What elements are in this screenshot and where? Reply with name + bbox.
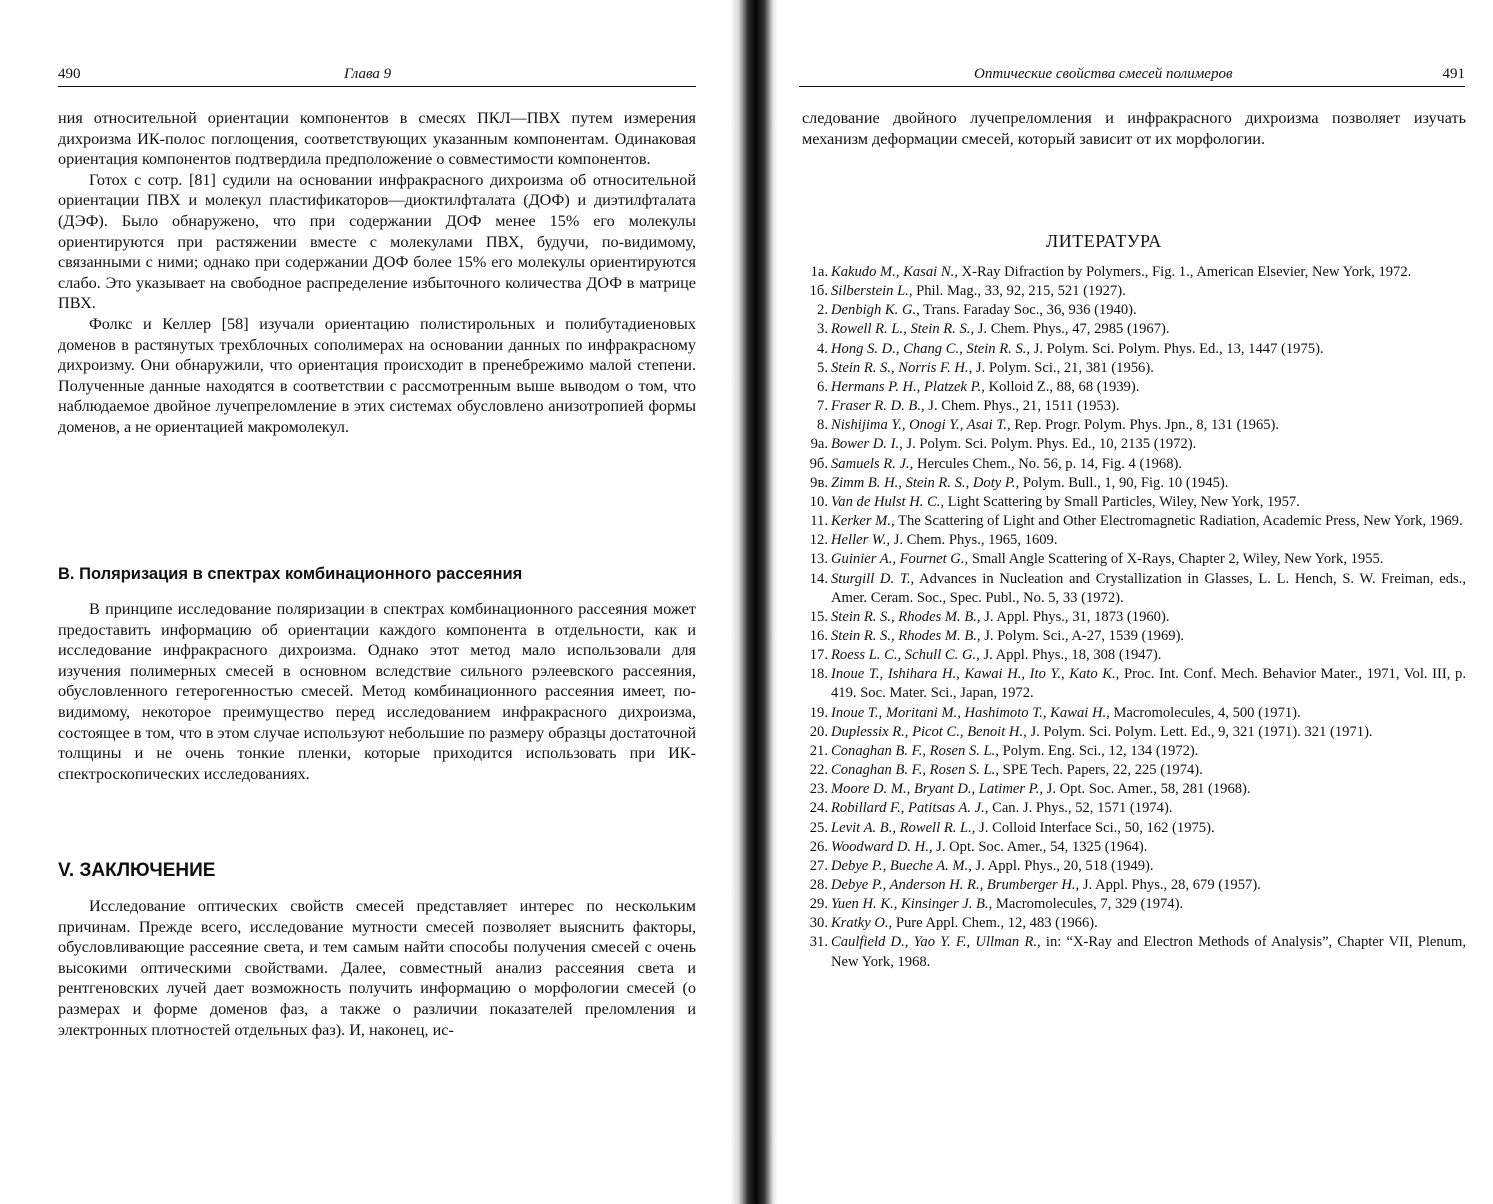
reference-number: 9б. xyxy=(809,455,828,472)
reference-source: J. Polym. Sci., A-27, 1539 (1969). xyxy=(984,627,1185,644)
reference-item xyxy=(788,704,1466,723)
reference-text xyxy=(830,282,1466,301)
reference-source: Polym. Eng. Sci., 12, 134 (1972). xyxy=(1002,742,1199,759)
reference-source: Proc. Int. Conf. Mech. Behavior Mater., 1971, Vol. III, p. 419. Soc. Mater. Sci., Japan, 1972. xyxy=(831,666,1467,702)
reference-item xyxy=(788,550,1466,569)
reference-source: J. Appl. Phys., 31, 1873 (1960). xyxy=(984,608,1170,625)
reference-text xyxy=(830,397,1466,416)
reference-text xyxy=(830,455,1466,474)
reference-source: J. Appl. Phys., 28, 679 (1957). xyxy=(1082,877,1261,893)
reference-text xyxy=(830,474,1466,493)
reference-authors: Rowell R. L., Stein R. S., xyxy=(831,321,975,338)
reference-source: J. Opt. Soc. Amer., 54, 1325 (1964). xyxy=(936,838,1148,855)
reference-text xyxy=(830,742,1466,761)
right-paragraph-1: следование двойного лучепреломления и инфракрасного дихроизма позволяет изучать механизм деформации смесей, который зависит от их морфологии. xyxy=(802,109,1466,148)
reference-item xyxy=(788,320,1466,339)
reference-number: 18. xyxy=(809,666,828,683)
reference-item xyxy=(788,876,1466,895)
reference-list xyxy=(788,263,1466,972)
reference-authors: Yuen H. K., Kinsinger J. B., xyxy=(831,896,993,913)
reference-source: J. Colloid Interface Sci., 50, 162 (1975). xyxy=(979,819,1215,836)
reference-item xyxy=(788,435,1466,454)
reference-authors: Samuels R. J., xyxy=(831,455,914,472)
reference-text xyxy=(830,876,1466,895)
reference-number: 19. xyxy=(809,704,828,721)
reference-authors: Stein R. S., Rhodes M. B., xyxy=(831,608,981,625)
reference-number: 21. xyxy=(809,742,828,759)
reference-text xyxy=(830,761,1466,780)
reference-item xyxy=(788,646,1466,665)
reference-authors: Bower D. I., xyxy=(831,436,903,453)
reference-source: J. Polym. Sci. Polym. Phys. Ed., 10, 2135 (1972). xyxy=(906,436,1197,453)
reference-number: 6. xyxy=(817,378,828,395)
reference-text xyxy=(830,723,1466,742)
reference-text xyxy=(830,512,1466,531)
reference-source: J. Appl. Phys., 18, 308 (1947). xyxy=(983,647,1162,664)
reference-text xyxy=(830,340,1466,359)
reference-authors: Kratky O., xyxy=(831,915,893,932)
reference-item xyxy=(788,512,1466,531)
section-b-heading: В. Поляризация в спектрах комбинационного рассеяния xyxy=(58,565,523,583)
reference-text xyxy=(830,570,1466,608)
reference-source: Pure Appl. Chem., 12, 483 (1966). xyxy=(895,915,1098,932)
reference-source: Light Scattering by Small Particles, Wiley, New York, 1957. xyxy=(947,493,1300,510)
reference-source: Rep. Progr. Polym. Phys. Jpn., 8, 131 (1965). xyxy=(1014,417,1280,434)
reference-authors: Levit A. B., Rowell R. L., xyxy=(831,819,976,836)
reference-authors: Roess L. C., Schull C. G., xyxy=(831,647,980,664)
reference-authors: Kerker M., xyxy=(831,513,895,530)
reference-text xyxy=(830,780,1466,799)
reference-number: 11. xyxy=(810,513,828,530)
reference-number: 5. xyxy=(817,359,828,376)
reference-item xyxy=(788,531,1466,550)
left-paragraph-1: ния относительной ориентации компонентов в смесях ПКЛ—ПВХ путем измерения дихроизма ИК-полос поглощения, соответствующих указанным компонентам. Одинаковая ориентация компонентов подтвердила предположение о совместимости компонентов. xyxy=(58,109,696,169)
reference-authors: Debye P., Anderson H. R., Brumberger H., xyxy=(831,877,1080,893)
reference-text xyxy=(830,646,1466,665)
reference-authors: Caulfield D., Yao Y. F., Ullman R., xyxy=(831,934,1041,951)
reference-item xyxy=(788,742,1466,761)
reference-text xyxy=(830,359,1466,378)
reference-number: 22. xyxy=(809,762,828,779)
right-page-number: 491 xyxy=(1442,66,1465,82)
reference-item xyxy=(788,895,1466,914)
reference-authors: Hermans P. H., Platzek P., xyxy=(831,378,985,395)
reference-source: Polym. Bull., 1, 90, Fig. 10 (1945). xyxy=(1022,474,1229,491)
reference-text xyxy=(830,416,1466,435)
reference-item xyxy=(788,780,1466,799)
reference-text xyxy=(830,665,1466,703)
reference-item xyxy=(788,761,1466,780)
reference-text xyxy=(830,933,1466,971)
reference-source: J. Polym. Sci. Polym. Phys. Ed., 13, 1447 (1975). xyxy=(1033,340,1324,357)
reference-text xyxy=(830,819,1466,838)
reference-number: 10. xyxy=(809,493,828,510)
reference-item xyxy=(788,493,1466,512)
reference-source: SPE Tech. Papers, 22, 225 (1974). xyxy=(1002,762,1203,779)
reference-authors: Fraser R. D. B., xyxy=(831,398,925,415)
reference-item xyxy=(788,914,1466,933)
reference-number: 30. xyxy=(809,915,828,932)
reference-text xyxy=(830,435,1466,454)
reference-source: J. Chem. Phys., 47, 2985 (1967). xyxy=(977,321,1170,338)
reference-item xyxy=(788,474,1466,493)
left-running-head xyxy=(58,64,696,87)
reference-authors: Sturgill D. T., xyxy=(831,570,915,587)
reference-text xyxy=(830,531,1466,550)
reference-number: 1а. xyxy=(810,264,828,280)
reference-text xyxy=(830,857,1466,876)
reference-item xyxy=(788,397,1466,416)
reference-text xyxy=(830,493,1466,512)
reference-number: 4. xyxy=(817,340,828,357)
reference-source: J. Polym. Sci. Polym. Lett. Ed., 9, 321 (1971). 321 (1971). xyxy=(1030,723,1373,740)
reference-item xyxy=(788,282,1466,301)
reference-authors: Denbigh K. G., xyxy=(831,302,920,319)
reference-authors: Stein R. S., Rhodes M. B., xyxy=(831,627,981,644)
reference-number: 23. xyxy=(809,781,828,798)
reference-item xyxy=(788,819,1466,838)
reference-text xyxy=(830,263,1466,282)
reference-text xyxy=(830,378,1466,397)
left-page xyxy=(0,0,738,1204)
reference-text xyxy=(830,799,1466,818)
reference-item xyxy=(788,838,1466,857)
reference-number: 20. xyxy=(809,723,828,740)
section-v-heading: V. ЗАКЛЮЧЕНИЕ xyxy=(58,860,216,881)
reference-item xyxy=(788,301,1466,320)
reference-authors: Heller W., xyxy=(831,532,891,549)
reference-source: Kolloid Z., 88, 68 (1939). xyxy=(988,378,1140,395)
left-text-block-1 xyxy=(58,108,696,438)
reference-source: Macromolecules, 4, 500 (1971). xyxy=(1113,704,1301,721)
left-paragraph-4: В принципе исследование поляризации в спектрах комбинационного рассеяния может предоставить информацию об ориентации каждого компонента в отдельности, как и исследование инфракрасного дихроизма. Однако этот метод мало использовали для изучения полимерных смесей в основном вследствие сильного рэлеевского рассеяния, обусловленного гетерогенностью смесей. Метод комбинационного рассеяния имеет, по-видимому, некоторое преимущество перед исследованием инфракрасного дихроизма, состоящее в том, что в этом случае используют небольшие по размеру образцы достаточной толщины и не очень тонкие пленки, которые приходится использовать при ИК-спектроскопических исследованиях. xyxy=(58,600,696,783)
reference-item xyxy=(788,933,1466,971)
reference-number: 31. xyxy=(809,934,828,951)
reference-number: 14. xyxy=(809,570,828,587)
left-text-block-3 xyxy=(58,896,696,1040)
reference-source: Advances in Nucleation and Crystallization in Glasses, L. L. Hench, S. W. Freiman, eds., Amer. Ceram. Soc., Spec. Publ., No. 5, 33 (1972). xyxy=(831,570,1467,606)
reference-item xyxy=(788,799,1466,818)
reference-item xyxy=(788,570,1466,608)
reference-item xyxy=(788,416,1466,435)
reference-text xyxy=(830,608,1466,627)
left-paragraph-5: Исследование оптических свойств смесей представляет интерес по нескольким причинам. Прежде всего, исследование мутности смесей позволяет выяснить факторы, обусловливающие рассеяние света, и тем самым найти способы получения смесей с очень высокими оптическими свойствами. Далее, совместный анализ рассеяния света и рентгеновских лучей дает возможность получить информацию о морфологии смесей (о размерах и форме доменов фаз, а также о различии показателей преломления и электронных плотностей отдельных фаз). И, наконец, ис- xyxy=(58,897,696,1039)
reference-number: 29. xyxy=(809,896,828,913)
reference-authors: Inoue T., Moritani M., Hashimoto T., Kawai H., xyxy=(831,704,1110,721)
reference-number: 2. xyxy=(817,302,828,319)
reference-source: in: “X-Ray and Electron Methods of Analysis”, Chapter VII, Plenum, New York, 1968. xyxy=(831,934,1466,970)
reference-source: J. Opt. Soc. Amer., 58, 281 (1968). xyxy=(1046,781,1251,798)
reference-number: 12. xyxy=(809,532,828,549)
reference-number: 27. xyxy=(809,857,828,874)
references-heading: ЛИТЕРАТУРА xyxy=(1046,231,1162,251)
reference-number: 7. xyxy=(817,398,828,415)
left-paragraph-2: Готох с сотр. [81] судили на основании инфракрасного дихроизма об относительной ориентации ПВХ и молекул пластификаторов—диоктилфталата (ДОФ) и диэтилфталата (ДЭФ). Было обнаружено, что при содержании ДОФ менее 15% его молекулы ориентируются при растяжении вместе с молекулами ПВХ, будучи, по-видимому, связанными с ними; однако при содержании ДОФ более 15% его молекулы ориентируются слабо. Это указывает на свободное распределение избыточного количества ДОФ в матрице ПВХ. xyxy=(58,170,696,313)
left-page-number: 490 xyxy=(58,66,81,82)
reference-source: J. Chem. Phys., 1965, 1609. xyxy=(893,532,1058,549)
reference-number: 15. xyxy=(809,608,828,625)
reference-text xyxy=(830,320,1466,339)
reference-item xyxy=(788,263,1466,282)
reference-item xyxy=(788,359,1466,378)
reference-number: 1б. xyxy=(809,283,828,300)
reference-authors: Kakudo M., Kasai N., xyxy=(831,264,958,280)
reference-text xyxy=(830,838,1466,857)
reference-text xyxy=(830,301,1466,320)
reference-number: 13. xyxy=(809,551,828,568)
reference-text xyxy=(830,914,1466,933)
reference-source: The Scattering of Light and Other Electromagnetic Radiation, Academic Press, New York, 1969. xyxy=(898,513,1463,530)
right-running-title: Оптические свойства смесей полимеров xyxy=(974,66,1233,82)
reference-source: Hercules Chem., No. 56, p. 14, Fig. 4 (1968). xyxy=(916,455,1183,472)
reference-item xyxy=(788,665,1466,703)
left-text-block-2 xyxy=(58,599,696,784)
reference-authors: Woodward D. H., xyxy=(831,838,933,855)
reference-authors: Moore D. M., Bryant D., Latimer P., xyxy=(831,781,1044,798)
reference-text xyxy=(830,550,1466,569)
reference-number: 3. xyxy=(817,321,828,338)
right-page xyxy=(768,0,1493,1204)
reference-item xyxy=(788,378,1466,397)
reference-source: Small Angle Scattering of X-Rays, Chapter 2, Wiley, New York, 1955. xyxy=(971,551,1384,568)
reference-authors: Guinier A., Fournet G., xyxy=(831,551,969,568)
reference-number: 9а. xyxy=(810,436,828,453)
reference-number: 28. xyxy=(809,877,828,893)
left-paragraph-3: Фолкс и Келлер [58] изучали ориентацию полистирольных и полибутадиеновых доменов в растянутых трехблочных сополимерах на основании данных по инфракрасному дихроизму. Они обнаружили, что ориентация происходит в пренебрежимо малой степени. Полученные данные находятся в соответствии с рассмотренным выше выводом о том, что наблюдаемое двойное лучепреломление в этих системах обусловлено анизотропией формы доменов, а не ориентацией макромолекул. xyxy=(58,314,696,436)
left-running-title: Глава 9 xyxy=(344,66,392,82)
reference-source: Can. J. Phys., 52, 1571 (1974). xyxy=(992,800,1173,817)
reference-text xyxy=(830,895,1466,914)
reference-text xyxy=(830,704,1466,723)
reference-item xyxy=(788,608,1466,627)
reference-number: 16. xyxy=(809,627,828,644)
reference-number: 25. xyxy=(809,819,828,836)
right-text-block-1 xyxy=(802,108,1466,149)
reference-number: 26. xyxy=(809,838,828,855)
reference-source: Phil. Mag., 33, 92, 215, 521 (1927). xyxy=(916,283,1126,300)
reference-authors: Van de Hulst H. C., xyxy=(831,493,945,510)
reference-source: J. Polym. Sci., 21, 381 (1956). xyxy=(975,359,1154,376)
reference-number: 24. xyxy=(809,800,828,817)
reference-text xyxy=(830,627,1466,646)
reference-authors: Robillard F., Patitsas A. J., xyxy=(831,800,989,817)
reference-authors: Nishijima Y., Onogi Y., Asai T., xyxy=(831,417,1011,434)
reference-number: 8. xyxy=(817,417,828,434)
reference-authors: Conaghan B. F., Rosen S. L., xyxy=(831,762,999,779)
reference-item xyxy=(788,723,1466,742)
reference-authors: Stein R. S., Norris F. H., xyxy=(831,359,973,376)
reference-authors: Silberstein L., xyxy=(831,283,913,300)
reference-source: X-Ray Difraction by Polymers., Fig. 1., American Elsevier, New York, 1972. xyxy=(961,264,1412,280)
right-running-head xyxy=(799,64,1465,87)
reference-authors: Conaghan B. F., Rosen S. L., xyxy=(831,742,999,759)
reference-number: 17. xyxy=(809,647,828,664)
reference-source: J. Appl. Phys., 20, 518 (1949). xyxy=(975,857,1154,874)
reference-authors: Inoue T., Ishihara H., Kawai H., Ito Y., Kato K., xyxy=(831,666,1120,683)
reference-number: 9в. xyxy=(810,474,828,491)
reference-source: Macromolecules, 7, 329 (1974). xyxy=(995,896,1184,913)
reference-item xyxy=(788,455,1466,474)
reference-authors: Hong S. D., Chang C., Stein R. S., xyxy=(831,340,1031,357)
reference-item xyxy=(788,857,1466,876)
reference-item xyxy=(788,340,1466,359)
reference-authors: Zimm B. H., Stein R. S., Doty P., xyxy=(831,474,1020,491)
reference-authors: Debye P., Bueche A. M., xyxy=(831,857,972,874)
reference-item xyxy=(788,627,1466,646)
reference-source: J. Chem. Phys., 21, 1511 (1953). xyxy=(928,398,1120,415)
reference-authors: Duplessix R., Picot C., Benoit H., xyxy=(831,723,1027,740)
reference-source: Trans. Faraday Soc., 36, 936 (1940). xyxy=(923,302,1137,319)
